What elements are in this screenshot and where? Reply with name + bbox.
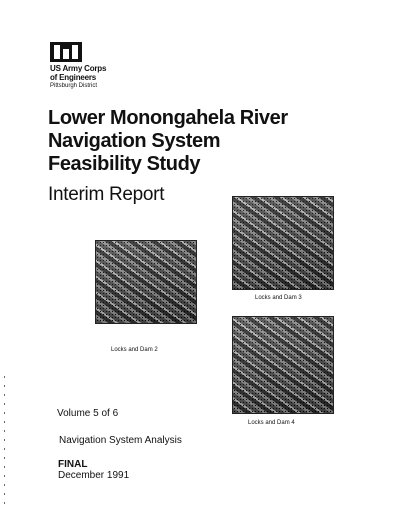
title-line-2: Navigation System	[48, 130, 221, 152]
aerial-photo-locks-dam-2	[95, 240, 197, 324]
report-title	[48, 107, 288, 176]
report-date: December 1991	[58, 470, 130, 481]
photo-caption-locks-dam-4: Locks and Dam 4	[248, 420, 295, 426]
volume-label: Volume 5 of 6	[57, 408, 119, 419]
photo-caption-locks-dam-3: Locks and Dam 3	[255, 295, 302, 301]
aerial-photo-locks-dam-4	[232, 316, 334, 414]
district-name: Pittsburgh District	[50, 83, 98, 89]
photo-caption-locks-dam-2: Locks and Dam 2	[111, 347, 158, 353]
usace-castle-logo	[50, 42, 82, 62]
org-name-line-1: US Army Corps	[50, 64, 107, 73]
section-title: Navigation System Analysis	[59, 435, 182, 446]
status-label: FINAL	[58, 459, 88, 470]
org-name-line-2: of Engineers	[50, 73, 97, 82]
scan-edge-marks	[4, 376, 5, 506]
aerial-photo-locks-dam-3	[232, 196, 334, 290]
report-subtitle: Interim Report	[48, 184, 165, 205]
organization-block	[50, 64, 106, 91]
title-line-1: Lower Monongahela River	[48, 107, 288, 129]
title-line-3: Feasibility Study	[48, 153, 201, 175]
